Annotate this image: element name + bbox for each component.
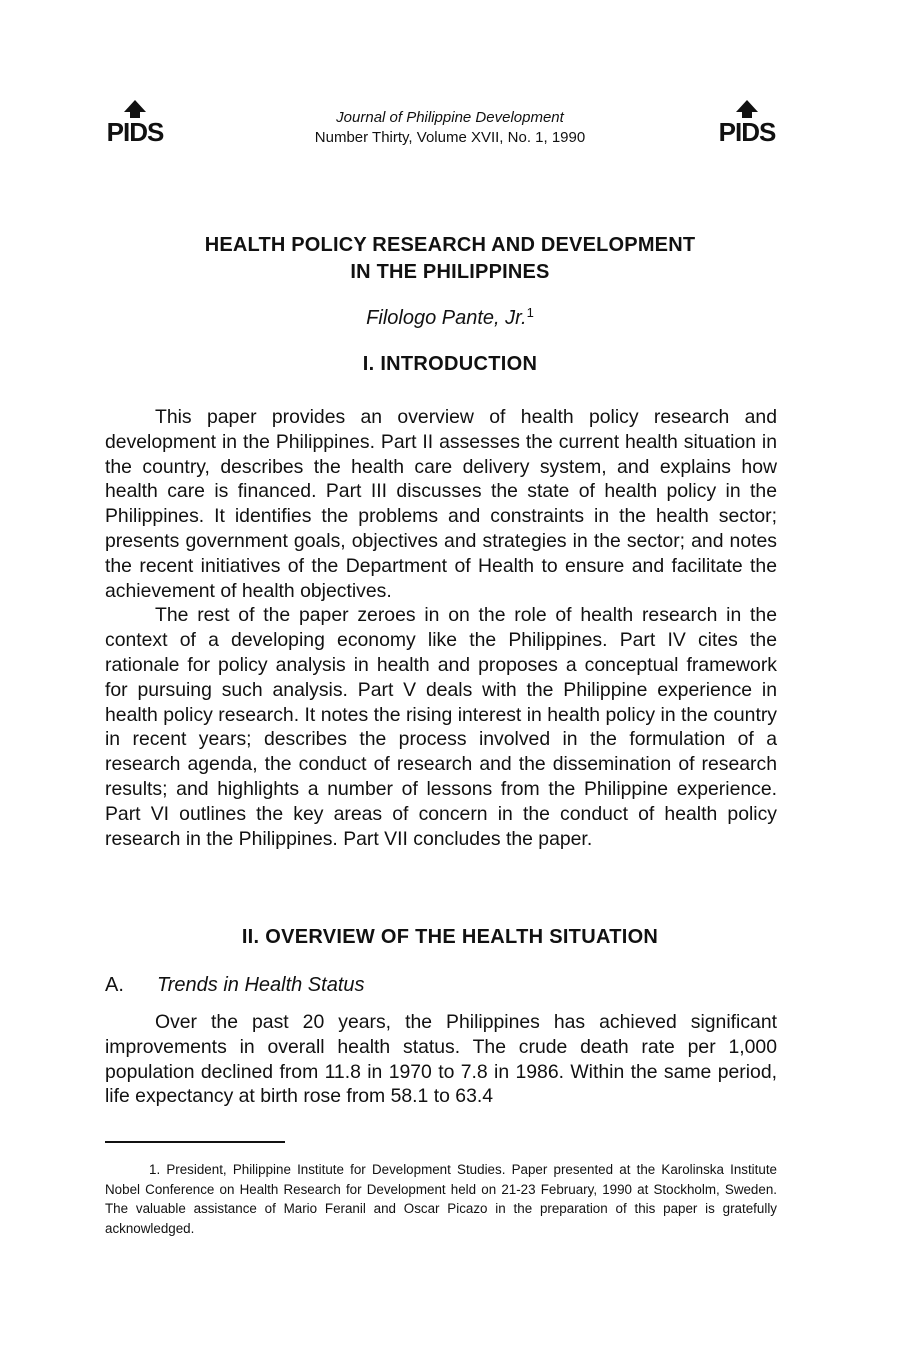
- footnote: [105, 1160, 777, 1238]
- pids-logo-icon: [102, 100, 168, 144]
- journal-header: [250, 108, 650, 148]
- paper-title: [110, 232, 790, 286]
- journal-issue: Number Thirty, Volume XVII, No. 1, 1990: [314, 129, 586, 146]
- footnote-text: 1. President, Philippine Institute for Development Studies. Paper presented at the Karolinska Institute Nobel Conference on Health Research for Development held on 21-23 February, 1990 at Stockholm, Sweden. The valuable assistance of Mario Feranil and Oscar Picazo in the preparation of this paper is gratefully acknowledged.: [105, 1162, 777, 1236]
- pids-logo-left: [102, 100, 168, 144]
- title-line-2: IN THE PHILIPPINES: [350, 261, 550, 283]
- introduction-body: [105, 405, 777, 851]
- author-name: Filologo Pante, Jr.: [366, 307, 527, 329]
- svg-text:PIDS: PIDS: [106, 117, 164, 144]
- footnote-divider: [105, 1141, 285, 1143]
- journal-name: Journal of Philippine Development: [336, 109, 564, 126]
- paragraph: The rest of the paper zeroes in on the role of health research in the context of a developing economy like the Philippines. Part IV cites the rationale for policy analysis in health and proposes a conceptual framework for pursuing such analysis. Part V deals with the Philippine experience in health policy research. It notes the rising interest in health policy in the country in recent years; describes the process involved in the formulation of a research agenda, the conduct of research and the dissemination of research results; and highlights a number of lessons from the Philippine experience. Part VI outlines the key areas of concern in the conduct of health policy research in the Philippines. Part VII concludes the paper.: [105, 604, 777, 850]
- pids-logo-right: [714, 100, 780, 144]
- pids-logo-icon: [714, 100, 780, 144]
- paragraph: This paper provides an overview of health policy research and development in the Philippines. Part II assesses the current health situation in the country, describes the health care delivery system, and explains how health care is financed. Part III discusses the state of health policy in the Philippines. It identifies the problems and constraints in the health sector; presents government goals, objectives and strategies in the sector; and notes the recent initiatives of the Department of Health to ensure and facilitate the achievement of health objectives.: [105, 406, 777, 602]
- section-heading-introduction: I. INTRODUCTION: [362, 353, 538, 375]
- author-footnote-mark: 1: [526, 305, 534, 320]
- paragraph: Over the past 20 years, the Philippines has achieved significant improvements in overall health status. The crude death rate per 1,000 population declined from 11.8 in 1970 to 7.8 in 1986. Within the same period, life expectancy at birth rose from 58.1 to 63.4: [105, 1011, 777, 1108]
- section-heading-overview: II. OVERVIEW OF THE HEALTH SITUATION: [241, 926, 659, 948]
- subsection-heading: [105, 974, 365, 997]
- overview-body: [105, 1010, 777, 1109]
- subsection-letter: A.: [105, 974, 124, 996]
- svg-text:PIDS: PIDS: [718, 117, 776, 144]
- subsection-title: Trends in Health Status: [157, 974, 365, 996]
- title-line-1: HEALTH POLICY RESEARCH AND DEVELOPMENT: [204, 234, 696, 256]
- author-line: [110, 305, 790, 330]
